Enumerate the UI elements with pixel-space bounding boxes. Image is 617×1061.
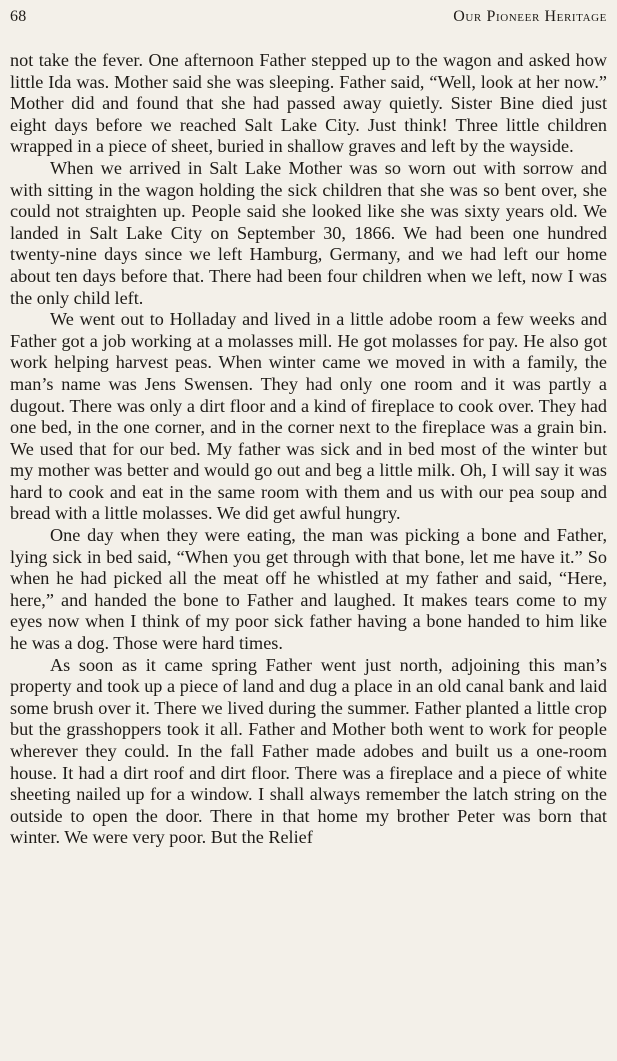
paragraph-2: When we arrived in Salt Lake Mother was so worn out with sorrow and with sitting in the wagon holding the sick children that she was so bent over, she could not straighten up. People said she looked like she was sixty years old. We landed in Salt Lake City on September 30, 1866. We had been one hundred twenty-nine days since we left Hamburg, Germany, and we had left our home about ten days before that. There had been four children when we left, now I was the only child left.: [10, 157, 607, 308]
body-text: [10, 50, 607, 849]
paragraph-1: not take the fever. One afternoon Father stepped up to the wagon and asked how little Ida was. Mother said she was sleeping. Father said, “Well, look at her now.” Mother did and found that she had passed away quietly. Sister Bine died just eight days before we reached Salt Lake City. Just think! Three little children wrapped in a piece of sheet, buried in shallow graves and left by the wayside.: [10, 50, 607, 157]
book-title: Our Pioneer Heritage: [453, 8, 607, 25]
paragraph-5: As soon as it came spring Father went just north, adjoining this man’s property and took up a piece of land and dug a place in an old canal bank and laid some brush over it. There we lived during the summer. Father planted a little crop but the grasshoppers took it all. Father and Mother both went to work for people wherever they could. In the fall Father made adobes and built us a one-room house. It had a dirt roof and dirt floor. There was a fireplace and a piece of white sheeting nailed up for a window. I shall always remember the latch string on the outside to open the door. There in that home my brother Peter was born that winter. We were very poor. But the Relief: [10, 654, 607, 848]
paragraph-3: We went out to Holladay and lived in a little adobe room a few weeks and Father got a job working at a molasses mill. He got molasses for pay. He also got work helping harvest peas. When winter came we moved in with a family, the man’s name was Jens Swensen. They had only one room and it was partly a dugout. There was only a dirt floor and a kind of fireplace to cook over. They had one bed, in the one corner, and in the corner next to the fireplace was a grain bin. We used that for our bed. My father was sick and in bed most of the winter but my mother was better and would go out and beg a little milk. Oh, I will say it was hard to cook and eat in the same room with them and us with our pea soup and bread with a little molasses. We did get awful hungry.: [10, 309, 607, 524]
page-number: 68: [10, 8, 27, 25]
paragraph-4: One day when they were eating, the man was picking a bone and Father, lying sick in bed said, “When you get through with that bone, let me have it.” So when he had picked all the meat off he whistled at my father and said, “Here, here,” and handed the bone to Father and laughed. It makes tears come to my eyes now when I think of my poor sick father having a bone handed to him like he was a dog. Those were hard times.: [10, 525, 607, 654]
running-head: [10, 8, 607, 30]
